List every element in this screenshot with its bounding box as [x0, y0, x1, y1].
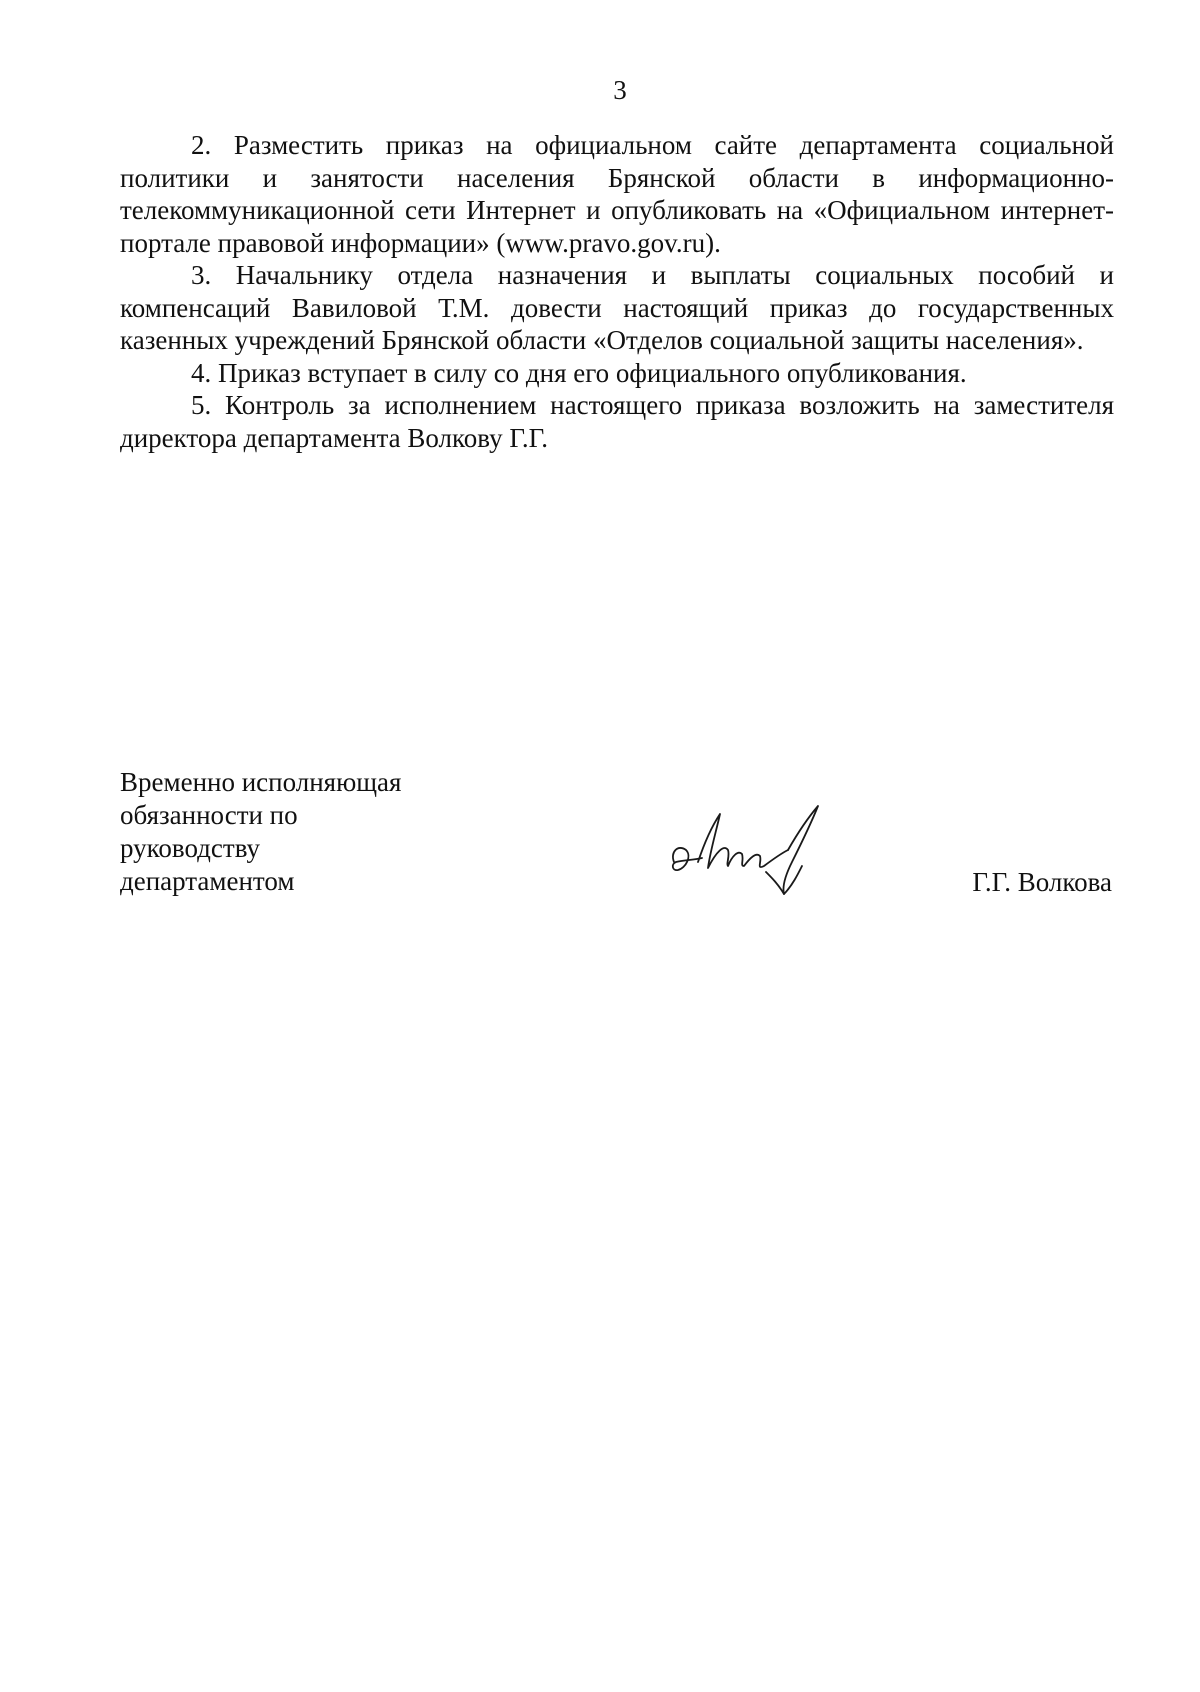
- signatory-name: Г.Г. Волкова: [972, 867, 1112, 897]
- paragraph-item-2: 2. Разместить приказ на официальном сайте департамента социальной политики и занятости населения Брянской области в информационно-телекоммуникационной сети Интернет и опубликовать на «Официальном интернет-портале правовой информации» (www.pravo.gov.ru).: [120, 130, 1114, 258]
- signatory-role-line: руководству: [120, 833, 261, 863]
- paragraph-item-4: 4. Приказ вступает в силу со дня его официального опубликования.: [191, 357, 967, 388]
- paragraph-item-3: 3. Начальнику отдела назначения и выплаты социальных пособий и компенсаций Вавиловой Т.М. довести настоящий приказ до государственных казенных учреждений Брянской области «Отделов социальной защиты населения».: [120, 260, 1114, 355]
- page-number: 3: [613, 75, 627, 105]
- handwritten-signature: [668, 800, 838, 930]
- signatory-role: [120, 766, 460, 898]
- signatory-role-line: Временно исполняющая: [120, 767, 402, 797]
- signatory-role-line: департаментом: [120, 866, 295, 896]
- document-body: [120, 129, 1114, 454]
- signatory-role-line: обязанности по: [120, 800, 298, 830]
- paragraph-item-5: 5. Контроль за исполнением настоящего приказа возложить на заместителя директора департамента Волкову Г.Г.: [120, 390, 1114, 453]
